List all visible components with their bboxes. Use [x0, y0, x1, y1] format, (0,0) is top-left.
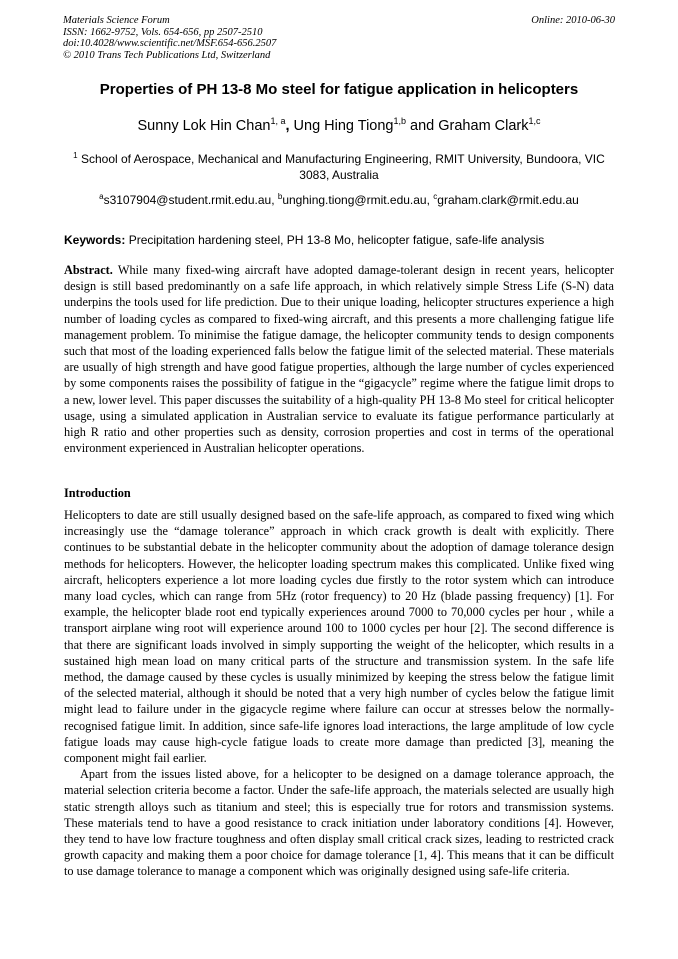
- email-mark: a: [99, 192, 104, 201]
- author-affil-mark: 1, a: [270, 116, 286, 126]
- body-paragraph: Apart from the issues listed above, for a helicopter to be designed on a damage tolerance approach, the material selection criteria become a factor. Under the safe-life approach, the materials selected are usually high static strength alloys such as titanium and steel; this is especially true for rotors and transmission systems. These materials tend to have a good resistance to crack initiation under laboratory conditions [4]. However, they tend to have low fracture toughness and often display small critical crack sizes, leading to restricted crack growth capacity and making them a poor choice for damage tolerance [1, 4]. This means that it can be difficult to use damage tolerance to manage a component which was originally designed using safe-life criteria.: [64, 767, 614, 879]
- author-affil-mark: 1,b: [393, 116, 406, 126]
- affiliation-mark: 1: [73, 151, 78, 160]
- online-date: Online: 2010-06-30: [531, 15, 615, 26]
- email-link: unghing.tiong@rmit.edu.au: [282, 193, 427, 207]
- copyright-line: © 2010 Trans Tech Publications Ltd, Switzerland: [63, 49, 271, 61]
- abstract-label: Abstract.: [64, 263, 113, 277]
- affiliation-text: School of Aerospace, Mechanical and Manufacturing Engineering, RMIT University, Bundoora, VIC 3083, Australia: [80, 152, 605, 182]
- doi-line: doi:10.4028/www.scientific.net/MSF.654-656.2507: [63, 38, 277, 49]
- email-link: graham.clark@rmit.edu.au: [437, 193, 579, 207]
- keywords: [64, 232, 624, 248]
- keywords-text: Precipitation hardening steel, PH 13-8 Mo, helicopter fatigue, safe-life analysis: [128, 233, 545, 247]
- introduction-body: [64, 507, 614, 880]
- abstract-text: While many fixed-wing aircraft have adopted damage-tolerant design in recent years, helicopter design is still based predominantly on a safe life approach, in which relatively simple Stress Life (S-N) data underpins the tools used for life prediction. Due to their unique loading, helicopter structures experience a high number of loading cycles as compared to fixed-wing aircraft, and this presents a more challenging fatigue life management problem. To minimise the fatigue damage, the helicopter community tends to design components such that most of the loading experienced falls below the fatigue limit of the selected material. These materials are usually of high strength and have good fatigue properties, although the large number of cycles experienced by some components raises the possibility of fatigue in the “gigacycle” regime where the fatigue limit drops to a new, lower level. This paper discusses the suitability of a high-quality PH 13-8 Mo steel for critical helicopter usage, using a simulated application in Australian service to evaluate its fatigue performance particularly at high R ratio and other properties such as density, corrosion properties and cost in terms of the operational environment experienced in Australian helicopter operations.: [64, 263, 614, 456]
- keywords-label: Keywords:: [64, 233, 126, 247]
- author-separator: and: [410, 118, 435, 134]
- author-separator: ,: [285, 118, 290, 134]
- issn-line: ISSN: 1662-9752, Vols. 654-656, pp 2507-2510: [63, 26, 263, 38]
- author-name: Graham Clark: [438, 118, 529, 134]
- author-name: Sunny Lok Hin Chan: [137, 118, 271, 134]
- email-link: s3107904@student.rmit.edu.au: [103, 193, 272, 207]
- author-list: [40, 117, 638, 135]
- journal-name: Materials Science Forum: [63, 15, 170, 26]
- author-name: Ung Hing Tiong: [293, 118, 394, 134]
- body-paragraph: Helicopters to date are still usually designed based on the safe-life approach, as compared to fixed wing which increasingly use the “damage tolerance” approach in which crack growth is dealt with explicitly. There continues to be substantial debate in the helicopter community about the adoption of damage tolerance design methods for helicopters. However, the helicopter loading spectrum makes this complicated. Unlike fixed wing aircraft, helicopters experience a lot more loading cycles due firstly to the rotor system which can introduce many load cycles, which can range from 5Hz (rotor frequency) to 20 Hz (blade passing frequency) [1]. For example, the helicopter blade root end typically experiences around 7000 to 70,000 cycles per hour , while a transport airplane wing root will experience around 100 to 1000 cycles per hour [2]. The second difference is that there are significant loads involved in simply supporting the weight of the helicopter, which results in a sustained high mean load on many critical parts of the structure and transmission system. In the safe life method, the damage caused by these cycles is usually minimized by keeping the stress below the fatigue limit of the selected material, although it should be noted that a very high number of cycles below the fatigue limit might lead to failure under in the gigacycle regime where failure can occur at stresses below the normally-recognised fatigue limit. In addition, since safe-life ignores load interactions, the large amplitude of low cycle fatigue loads may cause high-cycle fatigue loads to create more damage than predicted [3], meaning the component might fail earlier.: [64, 508, 614, 766]
- journal-header: [63, 15, 276, 61]
- section-heading-introduction: Introduction: [64, 486, 131, 500]
- author-affil-mark: 1,c: [528, 116, 541, 126]
- abstract: [64, 262, 614, 456]
- email-list: $^a$s3107904@student.rmit.edu.au, $^b$unghing.tiong@rmit.edu.au, $^c$graham.clark@rmit.edu.au: [99, 192, 579, 207]
- affiliation: [64, 151, 614, 183]
- paper-title: Properties of PH 13-8 Mo steel for fatigue application in helicopters: [99, 81, 579, 98]
- email-mark: b: [277, 192, 283, 201]
- email-mark: c: [433, 192, 438, 201]
